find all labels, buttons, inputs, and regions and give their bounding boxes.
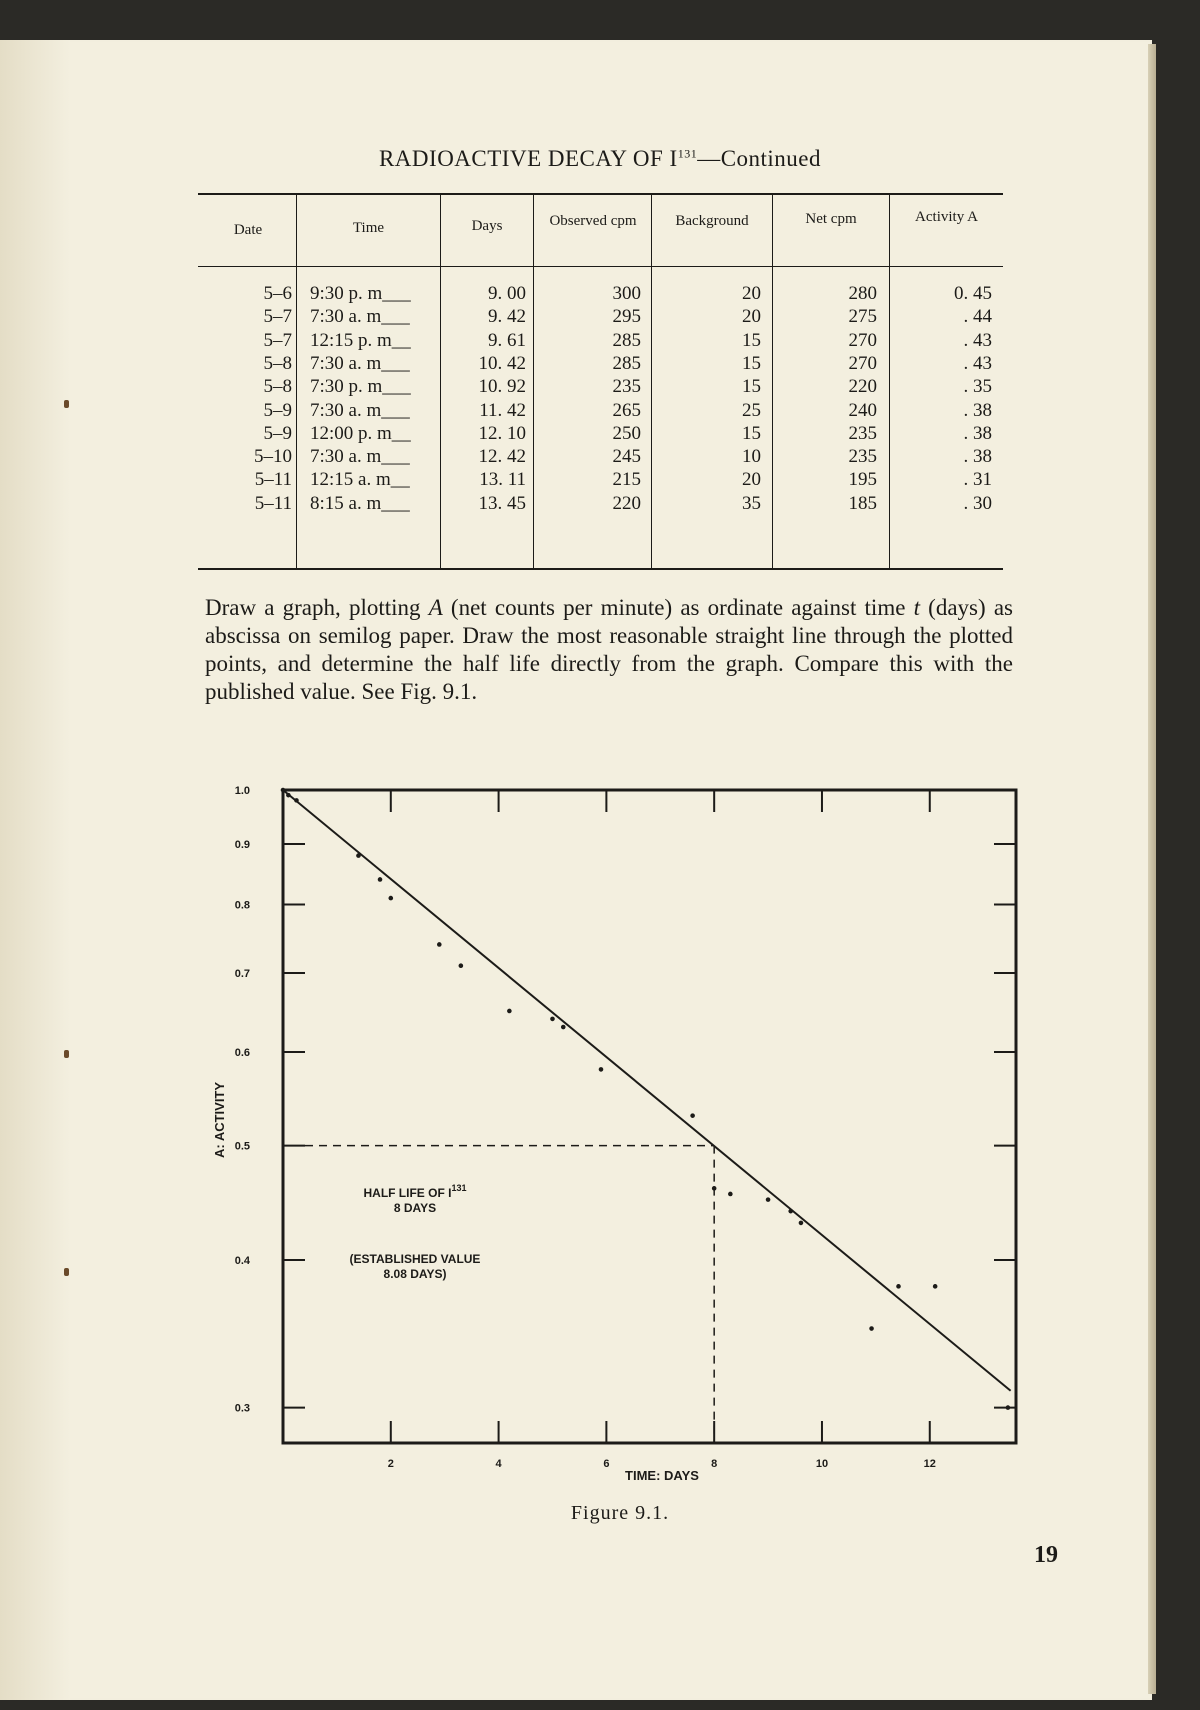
data-point bbox=[799, 1221, 804, 1226]
data-point bbox=[869, 1326, 874, 1331]
table-cell-days: 9. 61 bbox=[488, 329, 526, 351]
y-tick-label: 0.7 bbox=[234, 967, 250, 980]
table-cell-net: 240 bbox=[848, 399, 877, 421]
data-point bbox=[1006, 1405, 1011, 1410]
table-cell-net: 280 bbox=[848, 283, 877, 304]
data-point bbox=[599, 1067, 604, 1072]
table-cell-time: 7:30 a. m___ bbox=[310, 306, 410, 328]
figure-caption: Figure 9.1. bbox=[570, 1502, 670, 1524]
decay-chart bbox=[210, 780, 1030, 1490]
best-fit-line bbox=[283, 790, 1011, 1391]
table-cell-activity: . 43 bbox=[963, 329, 992, 351]
table-cell-observed: 250 bbox=[612, 422, 641, 444]
y-axis bbox=[235, 785, 1016, 1415]
binding-thread-mark bbox=[64, 400, 69, 408]
table-cell-observed: 265 bbox=[612, 399, 641, 421]
table-cell-date: 5–8 bbox=[263, 376, 292, 398]
table-cell-activity: . 44 bbox=[963, 306, 992, 328]
x-tick-label: 4 bbox=[495, 1458, 502, 1470]
data-point bbox=[281, 788, 286, 793]
header-time: Time bbox=[352, 220, 385, 236]
data-point bbox=[378, 877, 383, 882]
annotation-half-life-value: 8 DAYS bbox=[393, 1201, 437, 1215]
table-cell-time: 9:30 p. m___ bbox=[310, 283, 411, 304]
data-point bbox=[437, 942, 442, 947]
table-cell-observed: 245 bbox=[612, 446, 641, 468]
plot-frame bbox=[283, 790, 1016, 1443]
x-tick-label: 12 bbox=[923, 1458, 936, 1470]
table-cell-days: 10. 92 bbox=[478, 376, 526, 398]
table-title: RADIOACTIVE DECAY OF $I^{131}—Continued$ bbox=[378, 146, 822, 171]
table-cell-background: 35 bbox=[742, 492, 761, 514]
data-point bbox=[728, 1192, 733, 1197]
table-cell-date: 5–10 bbox=[254, 446, 292, 468]
x-tick-label: 6 bbox=[603, 1458, 610, 1470]
table-cell-background: 15 bbox=[742, 352, 761, 374]
data-point bbox=[507, 1009, 512, 1014]
table-cell-activity: 0. 45 bbox=[954, 283, 992, 304]
data-point bbox=[459, 963, 464, 968]
annotation-established-days: 8.08 DAYS) bbox=[383, 1267, 447, 1281]
table-cell-net: 270 bbox=[848, 329, 877, 351]
header-net-cpm: Net cpm bbox=[805, 211, 857, 227]
table-header-rule bbox=[198, 266, 1003, 267]
x-tick-label: 10 bbox=[815, 1458, 829, 1470]
table-cell-date: 5–8 bbox=[263, 352, 292, 374]
table-cell-days: 12. 42 bbox=[478, 446, 526, 468]
y-tick-label: 0.8 bbox=[234, 899, 250, 912]
table-cell-activity: . 38 bbox=[963, 422, 992, 444]
header-activity: Activity A bbox=[915, 209, 978, 225]
table-cell-days: 13. 11 bbox=[479, 469, 526, 491]
table-cell-time: 7:30 p. m___ bbox=[310, 376, 411, 398]
table-cell-background: 25 bbox=[742, 399, 761, 421]
annotation-established-value: (ESTABLISHED VALUE bbox=[349, 1252, 481, 1266]
data-point bbox=[356, 853, 361, 858]
header-days: Days bbox=[471, 218, 503, 234]
data-point bbox=[561, 1025, 566, 1030]
table-cell-background: 15 bbox=[742, 376, 761, 398]
binding-thread-mark bbox=[64, 1268, 69, 1276]
page-edge bbox=[1148, 44, 1156, 1694]
data-point bbox=[933, 1284, 938, 1289]
table-cell-time: 12:00 p. m__ bbox=[310, 422, 411, 444]
table-cell-days: 12. 10 bbox=[478, 422, 526, 444]
table-cell-background: 20 bbox=[742, 306, 761, 328]
data-points bbox=[281, 788, 1011, 1410]
table-cell-net: 185 bbox=[848, 492, 877, 514]
data-point bbox=[550, 1017, 555, 1022]
table-cell-background: 20 bbox=[742, 469, 761, 491]
binding-thread-mark bbox=[64, 1050, 69, 1058]
table-cell-activity: . 30 bbox=[963, 492, 992, 514]
table-cell-activity: . 43 bbox=[963, 352, 992, 374]
table-cell-activity: . 38 bbox=[963, 446, 992, 468]
x-axis bbox=[388, 790, 936, 1470]
annotation-half-life: HALF LIFE OF $I^{131}$ bbox=[363, 1183, 467, 1200]
y-tick-label: 0.3 bbox=[234, 1402, 250, 1415]
table-cell-date: 5–9 bbox=[263, 399, 292, 421]
data-point bbox=[788, 1209, 793, 1214]
page-gutter bbox=[0, 40, 70, 1700]
header-date: Date bbox=[233, 222, 263, 238]
table-cell-days: 9. 00 bbox=[488, 283, 526, 304]
table-cell-days: 11. 42 bbox=[479, 399, 526, 421]
column-divider bbox=[296, 195, 297, 569]
table-cell-time: 12:15 p. m__ bbox=[310, 329, 411, 351]
y-tick-label: 0.9 bbox=[234, 839, 250, 852]
table-cell-observed: 295 bbox=[612, 306, 641, 328]
y-tick-label: 0.4 bbox=[234, 1255, 250, 1268]
table-cell-net: 235 bbox=[848, 422, 877, 444]
data-point bbox=[690, 1113, 695, 1118]
table-cell-activity: . 35 bbox=[963, 376, 992, 398]
table-cell-observed: 285 bbox=[612, 329, 641, 351]
table-cell-time: 7:30 a. m___ bbox=[310, 446, 410, 468]
table-cell-net: 235 bbox=[848, 446, 877, 468]
data-point bbox=[896, 1284, 901, 1289]
y-tick-label: 0.6 bbox=[234, 1047, 250, 1060]
x-tick-label: 2 bbox=[387, 1458, 394, 1470]
table-top-rule bbox=[198, 193, 1003, 195]
y-tick-label: 1.0 bbox=[234, 785, 250, 797]
instruction-paragraph: Draw a graph, plotting A (net counts per minute) as ordinate against time t (days) as abscissa on semilog paper. Draw the most reasonable straight line through the plotted points, and determine the half life directly from the graph. Compare this with the published value. See Fig. 9.1. bbox=[205, 595, 1013, 704]
data-point bbox=[294, 798, 299, 803]
table-cell-background: 10 bbox=[742, 446, 761, 468]
table-cell-days: 10. 42 bbox=[478, 352, 526, 374]
data-point bbox=[766, 1197, 771, 1202]
table-cell-background: 15 bbox=[742, 422, 761, 444]
table-cell-time: 8:15 a. m___ bbox=[310, 492, 410, 514]
x-tick-label: 8 bbox=[711, 1458, 718, 1470]
table-cell-activity: . 38 bbox=[963, 399, 992, 421]
table-cell-date: 5–9 bbox=[263, 422, 292, 444]
table-cell-background: 15 bbox=[742, 329, 761, 351]
table-cell-date: 5–11 bbox=[254, 492, 292, 514]
table-cell-background: 20 bbox=[742, 283, 761, 304]
table-cell-date: 5–7 bbox=[263, 306, 292, 328]
header-background: Background bbox=[675, 213, 749, 229]
table-cell-time: 7:30 a. m___ bbox=[310, 352, 410, 374]
table-cell-observed: 300 bbox=[612, 283, 641, 304]
table-cell-net: 275 bbox=[848, 306, 877, 328]
table-cell-time: 7:30 a. m___ bbox=[310, 399, 410, 421]
y-tick-label: 0.5 bbox=[234, 1140, 250, 1153]
table-cell-observed: 235 bbox=[612, 376, 641, 398]
table-cell-activity: . 31 bbox=[963, 469, 992, 491]
x-axis-label: TIME: DAYS bbox=[625, 1468, 699, 1483]
header-observed-cpm: Observed cpm bbox=[549, 213, 637, 229]
table-cell-date: 5–7 bbox=[263, 329, 292, 351]
data-point bbox=[712, 1186, 717, 1191]
table-cell-days: 13. 45 bbox=[478, 492, 526, 514]
table-cell-observed: 220 bbox=[612, 492, 641, 514]
table-cell-date: 5–6 bbox=[263, 283, 292, 304]
table-cell-date: 5–11 bbox=[254, 469, 292, 491]
data-point bbox=[286, 793, 291, 798]
table-bottom-rule bbox=[198, 568, 1003, 570]
table-cell-days: 9. 42 bbox=[488, 306, 526, 328]
page-number: 19 bbox=[1034, 1542, 1058, 1568]
table-cell-net: 195 bbox=[848, 469, 877, 491]
table-cell-time: 12:15 a. m__ bbox=[310, 469, 410, 491]
y-axis-label: A: ACTIVITY bbox=[212, 1081, 227, 1159]
table-cell-net: 270 bbox=[848, 352, 877, 374]
table-cell-net: 220 bbox=[848, 376, 877, 398]
table-cell-observed: 285 bbox=[612, 352, 641, 374]
table-cell-observed: 215 bbox=[612, 469, 641, 491]
data-point bbox=[388, 896, 393, 901]
